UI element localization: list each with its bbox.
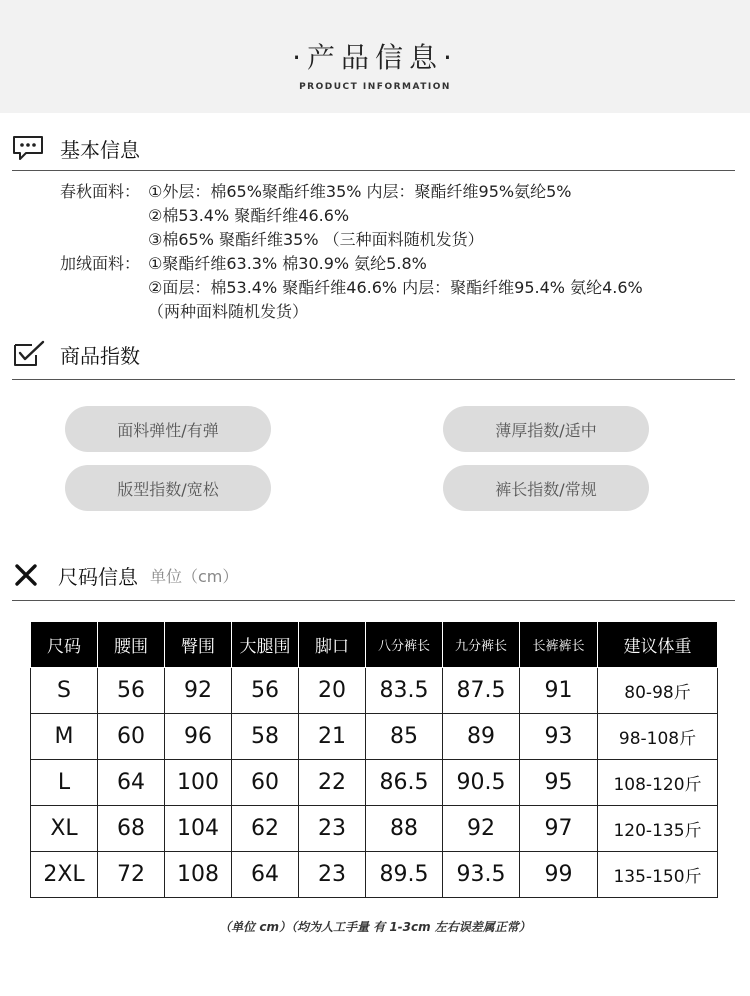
size-table-header: 建议体重: [598, 622, 718, 668]
table-cell: 120-135斤: [598, 806, 718, 852]
table-row: [31, 852, 718, 898]
table-cell: 98-108斤: [598, 714, 718, 760]
cross-icon: [12, 560, 48, 590]
table-cell: 91: [520, 668, 598, 714]
table-cell: 85: [366, 714, 443, 760]
fabric-text: ①外层：棉65%聚酯纤维35% 内层：聚酯纤维95%氨纶5%: [148, 182, 572, 201]
table-cell: XL: [31, 806, 98, 852]
table-cell: 99: [520, 852, 598, 898]
table-row: [31, 668, 718, 714]
measurement-note: （单位 cm）（均为人工手量 有 1-3cm 左右误差属正常）: [219, 920, 531, 934]
fabric-label: 加绒面料：: [60, 254, 141, 273]
index-pill-elasticity: 面料弹性/有弹: [65, 406, 271, 452]
fabric-line: [60, 300, 643, 324]
size-table-header: 九分裤长: [443, 622, 520, 668]
table-cell: 86.5: [366, 760, 443, 806]
table-cell: 83.5: [366, 668, 443, 714]
table-cell: 22: [299, 760, 366, 806]
product-index-title: 商品指数: [60, 343, 140, 368]
fabric-text: ①聚酯纤维63.3% 棉30.9% 氨纶5.8%: [148, 254, 427, 273]
table-cell: 108: [165, 852, 232, 898]
table-row: [31, 714, 718, 760]
size-info-unit: 单位（cm）: [150, 566, 239, 586]
fabric-composition: [60, 180, 643, 324]
table-cell: 2XL: [31, 852, 98, 898]
table-cell: 72: [98, 852, 165, 898]
table-cell: 62: [232, 806, 299, 852]
table-cell: 92: [165, 668, 232, 714]
fabric-text: （两种面料随机发货）: [148, 302, 309, 321]
size-table-header: 大腿围: [232, 622, 299, 668]
table-cell: 88: [366, 806, 443, 852]
fabric-line: [60, 252, 643, 276]
table-cell: 58: [232, 714, 299, 760]
table-cell: 20: [299, 668, 366, 714]
table-cell: 60: [232, 760, 299, 806]
fabric-label: [60, 276, 148, 300]
product-index-heading: [12, 334, 140, 374]
index-pill-fit: 版型指数/宽松: [65, 465, 271, 511]
table-cell: 64: [98, 760, 165, 806]
index-pill-length: 裤长指数/常规: [443, 465, 649, 511]
table-cell: M: [31, 714, 98, 760]
fabric-label: [60, 228, 148, 252]
fabric-line: [60, 228, 643, 252]
table-cell: 23: [299, 852, 366, 898]
table-cell: 68: [98, 806, 165, 852]
table-cell: 135-150斤: [598, 852, 718, 898]
fabric-line: [60, 204, 643, 228]
table-cell: 21: [299, 714, 366, 760]
table-cell: 87.5: [443, 668, 520, 714]
size-table-header: 脚口: [299, 622, 366, 668]
page-subtitle: PRODUCT INFORMATION: [299, 82, 451, 92]
fabric-line: [60, 276, 643, 300]
table-cell: L: [31, 760, 98, 806]
size-info-divider: [12, 600, 735, 601]
fabric-text: ②面层：棉53.4% 聚酯纤维46.6% 内层：聚酯纤维95.4% 氨纶4.6%: [148, 278, 643, 297]
table-row: [31, 806, 718, 852]
table-cell: S: [31, 668, 98, 714]
size-table-header: 臀围: [165, 622, 232, 668]
size-table: [30, 621, 718, 898]
fabric-text: ②棉53.4% 聚酯纤维46.6%: [148, 206, 350, 225]
table-cell: 89.5: [366, 852, 443, 898]
table-cell: 93.5: [443, 852, 520, 898]
checklist-icon: [12, 339, 48, 369]
size-table-header: 八分裤长: [366, 622, 443, 668]
fabric-label: [60, 300, 148, 324]
table-cell: 90.5: [443, 760, 520, 806]
table-cell: 97: [520, 806, 598, 852]
table-row: [31, 760, 718, 806]
table-cell: 56: [232, 668, 299, 714]
size-info-title: 尺码信息: [58, 564, 138, 589]
table-cell: 56: [98, 668, 165, 714]
table-cell: 108-120斤: [598, 760, 718, 806]
table-cell: 93: [520, 714, 598, 760]
table-cell: 23: [299, 806, 366, 852]
size-table-header: 腰围: [98, 622, 165, 668]
table-cell: 64: [232, 852, 299, 898]
size-table-header: 长裤裤长: [520, 622, 598, 668]
basic-info-title: 基本信息: [60, 137, 140, 162]
page-title: ·产品信息·: [292, 41, 458, 74]
chat-bubble-icon: [12, 133, 48, 163]
table-cell: 89: [443, 714, 520, 760]
table-cell: 60: [98, 714, 165, 760]
table-cell: 96: [165, 714, 232, 760]
table-cell: 100: [165, 760, 232, 806]
size-info-heading: [12, 555, 238, 595]
basic-info-heading: [12, 128, 140, 168]
fabric-text: ③棉65% 聚酯纤维35% （三种面料随机发货）: [148, 230, 484, 249]
table-cell: 104: [165, 806, 232, 852]
table-cell: 80-98斤: [598, 668, 718, 714]
table-cell: 95: [520, 760, 598, 806]
basic-info-divider: [12, 170, 735, 171]
fabric-label: [60, 204, 148, 228]
index-pill-thickness: 薄厚指数/适中: [443, 406, 649, 452]
size-table-header-row: [31, 622, 718, 668]
fabric-line: [60, 180, 643, 204]
product-index-divider: [12, 379, 735, 380]
size-table-header: 尺码: [31, 622, 98, 668]
fabric-label: 春秋面料：: [60, 182, 141, 201]
table-cell: 92: [443, 806, 520, 852]
